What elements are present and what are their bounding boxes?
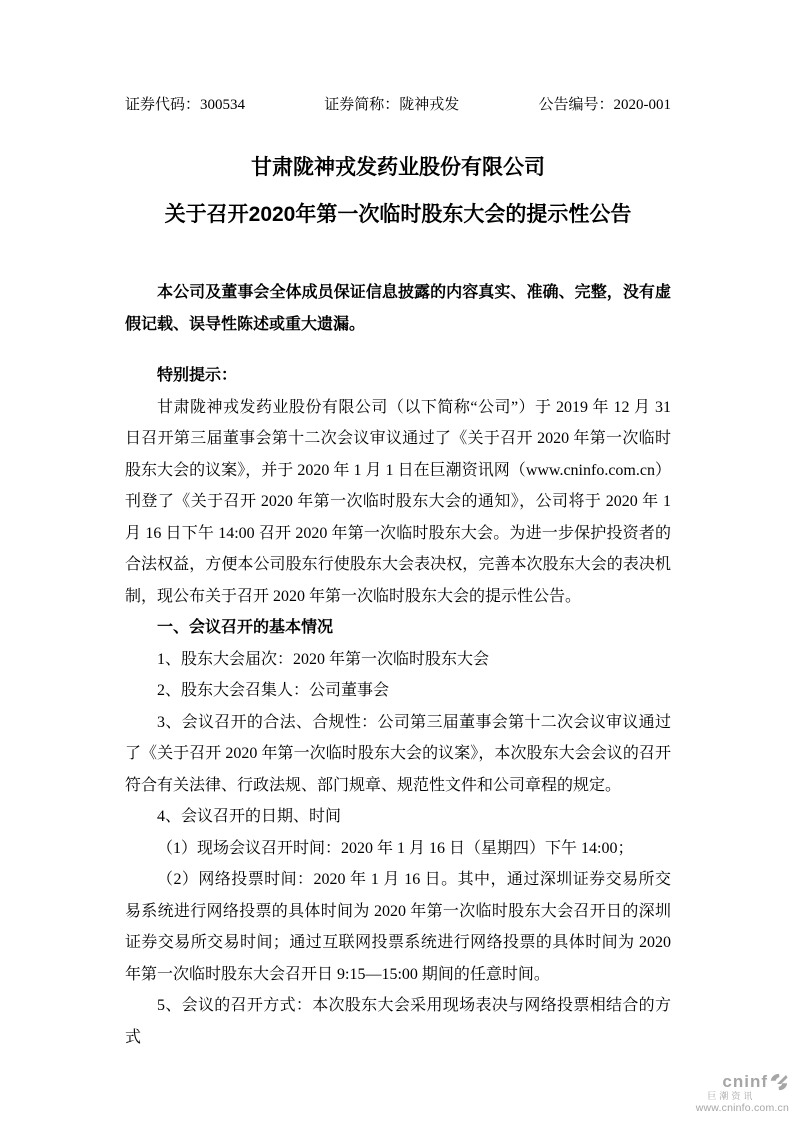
announcement-number: 公告编号：2020-001 — [538, 97, 671, 113]
document-header — [125, 96, 671, 114]
cninfo-url: www.cninfo.com.cn — [695, 1101, 789, 1114]
special-notice-heading: 特别提示： — [157, 367, 238, 384]
body-paragraph: 甘肃陇神戎发药业股份有限公司（以下简称“公司”）于 2019 年 12 月 31 日召开第三届董事会第十二次会议审议通过了《关于召开 2020 年第一次临时股东大会的议案》，并于 2020 年 1 月 1 日在巨潮资讯网（www.cninfo.com.cn）刊登了《关于召开 2020 年第一次临时股东大会的通知》，公司将于 2020 年 1 月 16 日下午 14:00 召开 2020 年第一次临时股东大会。为进一步保护投资者的合法权益，方便本公司股东行使股东大会表决权，完善本次股东大会的表决机制，现公布关于召开 2020 年第一次临时股东大会的提示性公告。 — [125, 398, 671, 605]
company-title: 甘肃陇神戎发药业股份有限公司 — [251, 156, 545, 179]
body-paragraph: 5、会议的召开方式：本次股东大会采用现场表决与网络投票相结合的方式 — [125, 997, 671, 1046]
cninfo-swirl-icon — [769, 1073, 789, 1091]
cninfo-logo-text: cninf — [722, 1071, 768, 1091]
paragraphs — [125, 392, 671, 1054]
body-paragraph: 4、会议召开的日期、时间 — [157, 808, 342, 825]
cninfo-chinese-name: 巨潮资讯 — [707, 1090, 756, 1101]
body-paragraph: 1、股东大会届次：2020 年第一次临时股东大会 — [157, 650, 490, 668]
announcement-title: 关于召开2020年第一次临时股东大会的提示性公告 — [164, 203, 632, 226]
page-content — [125, 0, 671, 1053]
cninfo-logo-row — [696, 1073, 789, 1091]
body-paragraph: （2）网络投票时间：2020 年 1 月 16 日。其中，通过深圳证券交易所交易系统进行网络投票的具体时间为 2020 年第一次临时股东大会召开日的深圳证券交易所交易时间；通过互联网投票系统进行网络投票的具体时间为 2020 年第一次临时股东大会召开日 9:15—15:00 期间的任意时间。 — [125, 871, 671, 983]
section-heading: 一、会议召开的基本情况 — [157, 619, 334, 636]
disclaimer-statement: 本公司及董事会全体成员保证信息披露的内容真实、准确、完整，没有虚假记载、误导性陈述或重大遗漏。 — [125, 284, 671, 333]
body-paragraph: 2、股东大会召集人：公司董事会 — [157, 682, 390, 699]
body-paragraph: 3、会议召开的合法、合规性：公司第三届董事会第十二次会议审议通过了《关于召开 2020 年第一次临时股东大会的议案》，本次股东大会会议的召开符合有关法律、行政法规、部门规章、规范性文件和公司章程的规定。 — [125, 713, 671, 794]
body-paragraph: （1）现场会议召开时间：2020 年 1 月 16 日（星期四）下午 14:00； — [157, 839, 634, 857]
stock-code: 证券代码：300534 — [125, 97, 246, 113]
stock-name: 证券简称：陇神戎发 — [324, 97, 460, 113]
cninfo-watermark — [696, 1073, 789, 1114]
